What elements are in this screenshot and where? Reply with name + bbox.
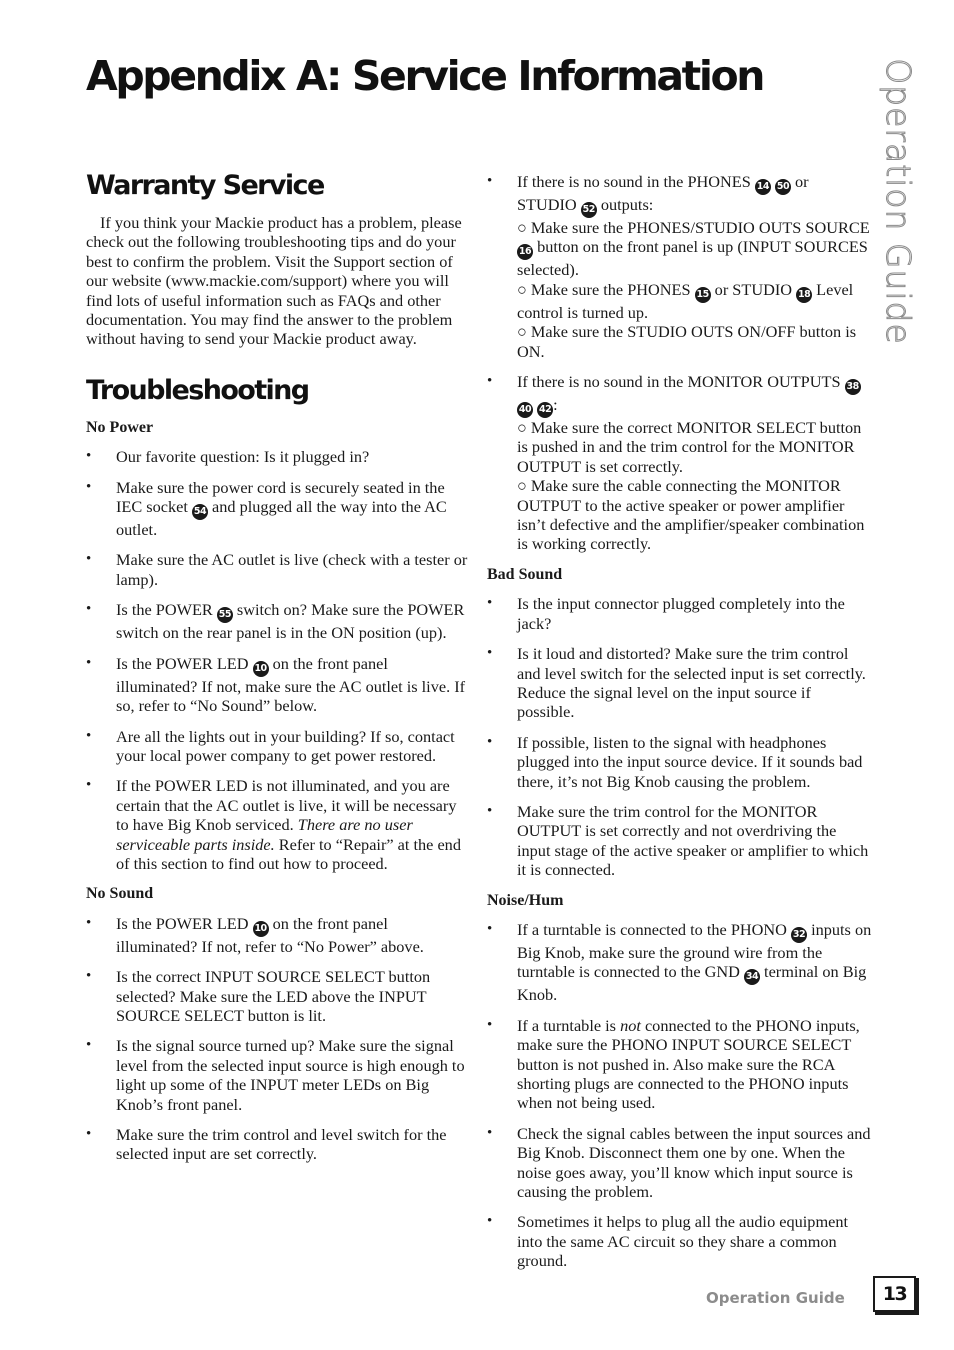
sub-item: ○ Make sure the PHONES 15 or STUDIO 18 Level control is turned up. [517, 279, 854, 322]
list-item: • If the POWER LED is not illuminated, and you are certain that the AC outlet is live, it will be necessary to have Big Knob serviced. There are no user serviceable parts inside. Refer to “Repair” at the end of this section to find out how to proceed. [86, 776, 468, 873]
callout-number-badge: 15 [695, 287, 711, 303]
footer-label: Operation Guide [706, 1289, 845, 1307]
list-item: • Sometimes it helps to plug all the audio equipment into the same AC circuit so they share a common ground. [487, 1212, 872, 1270]
list-item: • Is the POWER 55 switch on? Make sure the POWER switch on the rear panel is in the ON position (up). [86, 600, 468, 642]
callout-number-badge: 18 [796, 287, 812, 303]
callout-number-badge: 32 [791, 927, 807, 943]
list-item: • Is the input connector plugged completely into the jack? [487, 594, 872, 633]
bad-sound-list [487, 594, 872, 879]
side-tab-label: Operation Guide [878, 57, 918, 345]
list-item: • If possible, listen to the signal with headphones plugged into the input source device. If it sounds bad there, it’s not Big Knob causing the problem. [487, 733, 872, 791]
list-item: • Is the correct INPUT SOURCE SELECT button selected? Make sure the LED above the INPUT SOURCE SELECT button is lit. [86, 967, 468, 1025]
sub-item: ○ Make sure the correct MONITOR SELECT button is pushed in and the trim control for the MONITOR OUTPUT is set correctly. [517, 418, 862, 476]
no-power-subheading: No Power [86, 418, 154, 436]
list-item: • Are all the lights out in your building? If so, contact your local power company to get power restored. [86, 727, 468, 766]
callout-number-badge: 42 [537, 402, 553, 418]
warranty-paragraph: If you think your Mackie product has a problem, please check out the following troubleshooting tips and do your best to confirm the problem. Visit the Support section of our website (www.mackie.com/support) where you will find lots of useful information such as FAQs and other documentation. You may find the answer to the problem without having to send your Mackie product away. [86, 213, 462, 349]
list-item: • Make sure the AC outlet is live (check with a tester or lamp). [86, 550, 468, 589]
list-item: • Is the signal source turned up? Make sure the signal level from the selected input source is high enough to light up some of the INPUT meter LEDs on Big Knob’s front panel. [86, 1036, 468, 1114]
list-item: • If a turntable is not connected to the PHONO inputs, make sure the PHONO INPUT SOURCE SELECT button is not pushed in. Also make sure the RCA shorting plugs are connected to the PHONO inputs when not being used. [487, 1016, 872, 1113]
sub-item: ○ Make sure the STUDIO OUTS ON/OFF button is ON. [517, 322, 857, 361]
list-item: • Make sure the trim control and level switch for the selected input are set correctly. [86, 1125, 468, 1164]
callout-number-badge: 40 [517, 402, 533, 418]
callout-number-badge: 10 [253, 661, 269, 677]
no-sound-list-continued [487, 172, 872, 554]
callout-number-badge: 10 [253, 921, 269, 937]
list-item: • If there is no sound in the MONITOR OUTPUTS 38 40 42 : ○ Make sure the correct MONITOR SELECT button is pushed in and the trim control for the MONITOR OUTPUT is set correctly. ○ Make sure the cable connecting the MONITOR OUTPUT to the active speaker or power amplifier isn’t defective and the amplifier/speaker combination is working correctly. [487, 372, 872, 554]
no-sound-list [86, 914, 468, 1164]
list-item: • Is the POWER LED 10 on the front panel illuminated? If not, refer to “No Power” above. [86, 914, 468, 956]
troubleshooting-heading: Troubleshooting [86, 374, 309, 406]
page-number-box [873, 1276, 916, 1312]
list-item: • Make sure the trim control for the MONITOR OUTPUT is set correctly and not overdriving the input stage of the active speaker or amplifier to which it is connected. [487, 802, 872, 880]
side-tab [868, 56, 928, 346]
right-column [487, 172, 872, 1282]
no-power-list [86, 447, 468, 873]
list-item: • Is it loud and distorted? Make sure the trim control and level switch for the selected input is set correctly. Reduce the signal level on the input source if possible. [487, 644, 872, 722]
list-item: • Is the POWER LED 10 on the front panel illuminated? If not, make sure the AC outlet is live. If so, refer to “No Sound” below. [86, 654, 468, 716]
noise-hum-list [487, 920, 872, 1271]
sub-item: ○ Make sure the PHONES/STUDIO OUTS SOURCE 16 button on the front panel is up (INPUT SOURCES selected). [517, 218, 870, 280]
page-title: Appendix A: Service Information [86, 52, 764, 100]
callout-number-badge: 52 [581, 202, 597, 218]
callout-number-badge: 38 [845, 379, 861, 395]
noise-hum-subheading: Noise/Hum [487, 891, 564, 909]
bad-sound-subheading: Bad Sound [487, 565, 563, 583]
list-item: • If a turntable is connected to the PHONO 32 inputs on Big Knob, make sure the ground wire from the turntable is connected to the GND 34 terminal on Big Knob. [487, 920, 872, 1005]
callout-number-badge: 34 [744, 969, 760, 985]
list-item: • Make sure the power cord is securely seated in the IEC socket 54 and plugged all the way into the AC outlet. [86, 478, 468, 540]
callout-number-badge: 55 [217, 607, 233, 623]
warranty-heading: Warranty Service [86, 170, 324, 201]
callout-number-badge: 16 [517, 244, 533, 260]
list-item: • Check the signal cables between the input sources and Big Knob. Disconnect them one by one. When the noise goes away, you’ll know which input source is causing the problem. [487, 1124, 872, 1202]
sub-item: ○ Make sure the cable connecting the MONITOR OUTPUT to the active speaker or power amplifier isn’t defective and the amplifier/speaker combination is working correctly. [517, 476, 865, 554]
page-number: 13 [882, 1283, 907, 1305]
callout-number-badge: 50 [775, 179, 791, 195]
left-column [86, 170, 468, 1175]
callout-number-badge: 14 [755, 179, 771, 195]
list-item: • If there is no sound in the PHONES 14 50 or STUDIO 52 outputs: ○ Make sure the PHONES/STUDIO OUTS SOURCE 16 button on the front panel is up (INPUT SOURCES selected). ○ Make sure the PHONES 15 or STUDIO 18 Level control is turned up. ○ Make sure the STUDIO OUTS ON/OFF button is ON. [487, 172, 872, 361]
no-sound-subheading: No Sound [86, 885, 154, 903]
callout-number-badge: 54 [192, 504, 208, 520]
list-item: • Our favorite question: Is it plugged in? [86, 447, 468, 466]
